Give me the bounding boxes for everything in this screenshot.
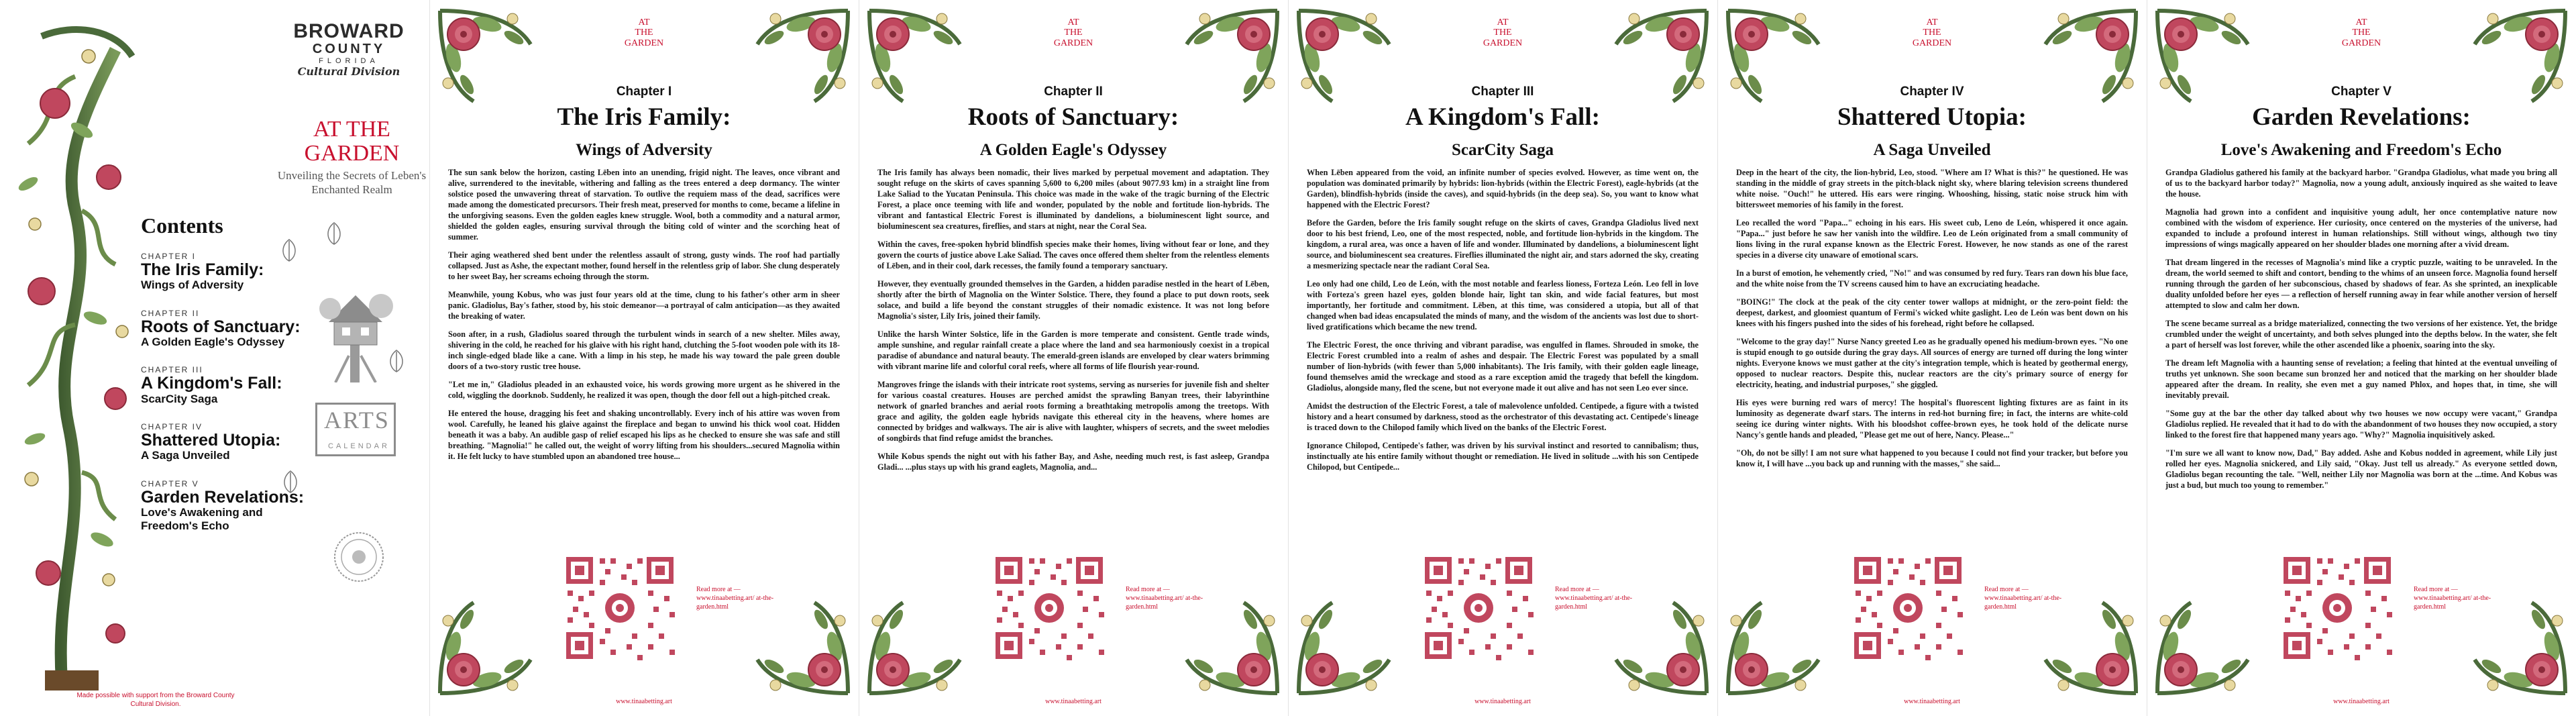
- cover-title-block: [276, 117, 427, 197]
- chapter-paragraph: Magnolia had grown into a confident and inquisitive young adult, her once contemplative nature now combined with the wisdom of experience. Her curiosity, once centered on the mysteries of the universe, had expanded to include a profound interest in human relationships. Still without wings, although two tiny impressions of wings magically appeared on her shoulder blades one morning after a vivid dream.: [2165, 207, 2557, 249]
- leaf-icon: [280, 238, 298, 262]
- broward-county-logo: [288, 21, 409, 78]
- chapter-paragraph: Mangroves fringe the islands with their intricate root systems, serving as nurseries for juvenile fish and shelter for various coastal creatures. Houses are perched amidst the sprawling Banyan trees, their labyrinthine network of gnarled branches and aerial roots forming a breathtaking metropolis among the treetops. With grace and agility, the golden eagle hybrids navigate this ethereal city in the heavens, where homes are connected by bridges and walkways. The air is alive with laughter, whispers of secrets, and the sweet melodies of songbirds that find refuge amidst the branches.: [877, 379, 1269, 443]
- toc-chapter-number: CHAPTER V: [141, 478, 199, 489]
- chapter-paragraph: "Let me in," Gladiolus pleaded in an exhausted voice, his words growing more urgent as he shivered in the cold, wiggling the doorknob. Suddenly, he realized it was open, though the door fell out a high-pitched creak.: [448, 379, 840, 400]
- at-the-garden-label: [2147, 17, 2576, 48]
- cover-title-line1: AT THE: [313, 117, 390, 142]
- at-the-garden-label-line: AT: [2355, 17, 2367, 28]
- chapter-paragraph: Deep in the heart of the city, the lion-hybrid, Leo, stood. "Where am I? What is this?" he questioned. He was standing in the middle of gray streets in the pitch-black night sky, where blaring television screens thundered white noise. "Ouch!" he uttered. His ears were ringing. Whooshing, hissing, static noise struck him with bittersweet memories of his family in the forest.: [1736, 168, 2128, 209]
- at-the-garden-label-line: THE: [1064, 28, 1083, 38]
- table-of-contents: [141, 252, 315, 550]
- chapter-number: Chapter IV: [1900, 85, 1964, 99]
- chapter-paragraph: The scene became surreal as a bridge materialized, connecting the two versions of her existence. Yet, the bridge crumbled under the weight of uncertainty, and both selves plunged into the depths below. In the water, she felt a part of herself was lost forever, while the other ascended like a phoenix, soaring into the sky.: [2165, 318, 2557, 350]
- chapter-body-text: [1307, 168, 1699, 550]
- seal-icon: [332, 530, 386, 584]
- chapter-subtitle: Love's Awakening and Freedom's Echo: [2220, 141, 2502, 159]
- rose-corner-ornament: [1613, 599, 1713, 700]
- rose-corner-ornament: [1183, 599, 1284, 700]
- chapter-paragraph: While Kobus spends the night out with his father Bay, and Ashe, needing much rest, is fast asleep, Grandpa Gladi... ...plus stays up with his grand eaglets, Magnolia, and...: [877, 451, 1269, 472]
- chapter-body-text: [2165, 168, 2557, 550]
- chapter-paragraph: Soon after, in a rush, Gladiolus soared through the turbulent winds in search of a new shelter. Miles away, shivering in the cold, he reached for his glaive with his right hand, clutching the 5-foot wooden pole with its 18-inch single-edged blade like a cane. With a limp in his step, he made his way toward the pale green double doors of a two-story rustic tree house.: [448, 329, 840, 371]
- rose-corner-ornament: [863, 599, 963, 700]
- chapter-paragraph: "Oh, do not be silly! I am not sure what happened to you because I could not find your tracker, but before you know it, I will have ...you back up and running with the masses," she said...: [1736, 448, 2128, 468]
- leaf-icon: [325, 221, 343, 246]
- chapter-paragraph: His eyes were burning red wars of mercy! The hospital's fluorescent lighting fixtures are as faint in its luminosity as degenerate dwarf stars. The interns in red-hot burning fire; in fact, the interns are white-cold seeing ice during winter nights. With his bloodshot coffee-brown eyes, he took hold of the delicate nurse Nancy's gentle hands and pleaded, "Please get me out of here, Nancy. Please...": [1736, 397, 2128, 440]
- support-note: Made possible with support from the Broward County Cultural Division.: [76, 692, 235, 708]
- cover-tagline: Unveiling the Secrets of Leben's Enchanted Realm: [277, 169, 427, 196]
- chapter-paragraph: "Some guy at the bar the other day talked about why two houses we now occupy were vacant," Grandpa Gladiolus replied. He revealed that it had to do with the abandonment of two houses they now occupied, a story linked to the forest fire that happened many years ago. "Why?" Magnolia inquisitively asked.: [2165, 408, 2557, 440]
- read-more-link[interactable]: Read more at — www.tinaabetting.art/ at-the-garden.html: [696, 586, 774, 611]
- chapter-paragraph: Leo recalled the word "Papa..." echoing in his ears. His sweet cub, Leno de León, whispered it once again. "Papa..." just before he saw her vanish into the wildfire. Leo de León originated from a small community of lions living in the rural expanse known as the Electric Forest. However, he now stands as one of the rarest species in a diverse city unaware of emotional scars.: [1736, 217, 2128, 260]
- toc-chapter-subtitle: ScarCity Saga: [141, 392, 218, 405]
- read-more-link[interactable]: Read more at — www.tinaabetting.art/ at-the-garden.html: [1126, 586, 1203, 611]
- chapter-paragraph: In a burst of emotion, he vehemently cried, "No!" and was consumed by red fury. Tears ran down his blue face, and the white noise from the TV screens caused him to have an excruciating headache.: [1736, 268, 2128, 289]
- chapter-subtitle: A Golden Eagle's Odyssey: [979, 141, 1167, 159]
- qr-code-icon[interactable]: [2281, 554, 2394, 662]
- rose-corner-ornament: [754, 599, 855, 700]
- at-the-garden-label: [1717, 17, 2147, 48]
- toc-item[interactable]: [141, 365, 315, 406]
- chapter-subtitle: ScarCity Saga: [1451, 141, 1554, 159]
- chapter-paragraph: When Lēben appeared from the void, an infinite number of species evolved. However, as time went on, the population was dominated primarily by hybrids: lion-hybrids (within the Electric Forest), eagle-hybrids (at the Garden), blindfish-hybrids (inside the caves), and squid-hybrids (in the deep sea). So, you want to know what happened with the Electric Forest?: [1307, 168, 1699, 209]
- chapter-paragraph: He entered the house, dragging his feet and shaking uncontrollably. Every inch of his attire was woven from wool. Carefully, he leaned his glaive against the fireplace and began to unwind his thick wool coat. Hidden beneath it was a baby. An audible gasp of relief escaped his lips as he checked to ensure she was safe and still breathing. "Magnolia!" he called out, the weight of worry lifting from his shoulders...secured Magnolia within it. He felt lucky to have stumbled upon an abandoned tree house...: [448, 408, 840, 461]
- chapter-paragraph: "Welcome to the gray day!" Nurse Nancy greeted Leo as he gradually opened his medium-brown eyes. "No one is stupid enough to go outside during the gray days. All sources of energy are turned off during the long winter nights. Everyone knows we must gather at the city's integration temple, which is heated by geothermal energy, opposed to nuclear reactors. Despite this, nuclear reactors are the city's primary source of energy for electricity, heating, and industrial purposes," she giggled.: [1736, 336, 2128, 389]
- at-the-garden-label-line: THE: [1923, 28, 1941, 38]
- at-the-garden-label: [1288, 17, 1717, 48]
- toc-chapter-subtitle: Love's Awakening and Freedom's Echo: [141, 505, 263, 533]
- at-the-garden-label-line: GARDEN: [1912, 38, 1952, 48]
- toc-chapter-number: CHAPTER III: [141, 365, 203, 375]
- rose-corner-ornament: [2151, 599, 2251, 700]
- qr-code-icon[interactable]: [1851, 554, 1964, 662]
- chapter-title: Garden Revelations:: [2252, 103, 2471, 131]
- arts-calendar-logo: [315, 403, 396, 456]
- chapter-paragraph: The Iris family has always been nomadic, their lives marked by perpetual movement and adaptation. They sought refuge on the skirts of caves spanning 5,600 to 6,200 miles (about 9077.93 km) in a straight line from Lake Saliad to the Yucatan Peninsula. This choice was made in the wake of the tragic burning of the Electric Forest, a place once teeming with life and wonder, populated by the noble and fortitude lion-hybrids. The vibrant and fantastical Electric Forest is illuminated by dandelions, a bioluminescent light source, and bioluminescent sea creatures, fireflies, and stars at night, near the Coral Sea.: [877, 168, 1269, 231]
- chapter-panel: [429, 0, 859, 716]
- chapter-paragraph: The dream left Magnolia with a haunting sense of revelation; a feeling that hinted at the eventual unveiling of truths yet unknown. She soon became sun bronzed her and noticed that the marking on her shoulder blade appeared after the dream. In reality, she even met a guy named Phlox, and hopes that, in time, she will inevitably prevail.: [2165, 358, 2557, 400]
- at-the-garden-label-line: AT: [638, 17, 650, 28]
- website-footer: www.tinaabetting.art: [1904, 698, 1960, 705]
- chapter-paragraph: The Electric Forest, the once thriving and vibrant paradise, was engulfed in flames. Shrouded in smoke, the Electric Forest crumbled into a realm of ashes and despair. The Electric Forest was populated by a small number of lion-hybrids (with fewer than 5,000 inhabitants). The Iris family, with their golden eagle lineage, found themselves amid the wreckage and stood as a rare exception amid the tragedy that befell the kingdom. Gladiolus, alongside many, fled the scene, but not everyone made it out alive and has not seen Leo ever since.: [1307, 340, 1699, 393]
- panel-divider: [1717, 0, 1718, 716]
- chapter-panel: [859, 0, 1288, 716]
- panel-divider: [429, 0, 430, 716]
- calendar-word: CALENDAR: [328, 442, 390, 450]
- qr-code-icon[interactable]: [993, 554, 1106, 662]
- chapter-title: The Iris Family:: [557, 103, 731, 131]
- read-more-link[interactable]: Read more at — www.tinaabetting.art/ at-the-garden.html: [1555, 586, 1633, 611]
- vine-border-illustration: [15, 9, 136, 701]
- toc-chapter-title: Roots of Sanctuary:: [141, 317, 301, 336]
- toc-chapter-title: The Iris Family:: [141, 260, 264, 279]
- qr-code-icon[interactable]: [1422, 554, 1535, 662]
- website-footer: www.tinaabetting.art: [616, 698, 672, 705]
- arts-word: ARTS: [324, 407, 390, 433]
- toc-chapter-subtitle: A Saga Unveiled: [141, 449, 230, 462]
- at-the-garden-label-line: AT: [1926, 17, 1938, 28]
- rose-corner-ornament: [2042, 599, 2143, 700]
- read-more-link[interactable]: Read more at — www.tinaabetting.art/ at-the-garden.html: [1984, 586, 2062, 611]
- at-the-garden-label-line: GARDEN: [1483, 38, 1523, 48]
- at-the-garden-label-line: GARDEN: [1053, 38, 1093, 48]
- contents-heading: Contents: [141, 213, 223, 238]
- rose-corner-ornament: [2471, 599, 2572, 700]
- logo-line3: FLORIDA: [319, 57, 379, 65]
- at-the-garden-label: [429, 17, 859, 48]
- toc-chapter-subtitle: A Golden Eagle's Odyssey: [141, 335, 285, 348]
- chapter-paragraph: "I'm sure we all want to know now, Dad," Bay added. Ashe and Kobus nodded in agreement, while Lily just rolled her eyes. Magnolia snickered, and Lily said, "Okay. Just tell us already." As everyone settled down, Gladiolus began recounting the tale. "Well, neither Lily nor Magnolia was born at the ...time. And Kobus was just a bud, but much too young to remember.": [2165, 448, 2557, 490]
- logo-line2: COUNTY: [312, 42, 386, 56]
- chapter-subtitle: Wings of Adversity: [576, 141, 712, 159]
- at-the-garden-label: [859, 17, 1288, 48]
- chapter-title: A Kingdom's Fall:: [1405, 103, 1600, 131]
- chapter-paragraph: "BOING!" The clock at the peak of the city center tower wallops at midnight, or the zero-point field: the deepest, darkest, and gloomiest quantum of Fermi's wicked white gaslight. Leo de León was bent down on his knees with his fingers pushed into the sides of his forehead, right before he collapsed.: [1736, 297, 2128, 328]
- chapter-number: Chapter II: [1044, 85, 1103, 99]
- chapter-paragraph: However, they eventually grounded themselves in the Garden, a hidden paradise nestled in the heart of Lēben, shortly after the birth of Magnolia on the Winter Solstice. There, they found a place to put down roots, seek solace, and build a life beyond the constant struggles of their nomadic existence. It was not long before Magnolia's sister, Lily Iris, joined their family.: [877, 278, 1269, 321]
- logo-line4: Cultural Division: [297, 65, 400, 78]
- chapter-paragraph: Their aging weathered shed bent under the relentless assault of strong, gusty winds. The roof had partially collapsed. Just as Ashe, the expectant mother, found herself in the relentless grip of labor. She clung desperately to her sweet Bay, her screams echoing through the storm.: [448, 250, 840, 281]
- at-the-garden-label-line: THE: [2352, 28, 2371, 38]
- website-footer: www.tinaabetting.art: [1474, 698, 1531, 705]
- leaf-icon: [282, 470, 299, 494]
- chapter-title: Shattered Utopia:: [1837, 103, 2027, 131]
- chapter-title: Roots of Sanctuary:: [967, 103, 1179, 131]
- toc-chapter-number: CHAPTER II: [141, 308, 200, 318]
- rose-corner-ornament: [433, 599, 534, 700]
- at-the-garden-label-line: AT: [1067, 17, 1079, 28]
- toc-item[interactable]: [141, 309, 315, 350]
- cover-title-line2: GARDEN: [304, 140, 400, 166]
- chapter-paragraph: Unlike the harsh Winter Solstice, life in the Garden is more temperate and consistent. Gentle trade winds, ample sunshine, and regular rainfall create a place where the land and sea harmoniously coexist in a tropical paradise of abundance and natural beauty. The emerald-green islands are enveloped by clear waters brimming with vibrant marine life and colorful coral reefs, where all forms of life flourish year-round.: [877, 329, 1269, 371]
- read-more-link[interactable]: Read more at — www.tinaabetting.art/ at-the-garden.html: [2414, 586, 2491, 611]
- chapter-panel: [1288, 0, 1717, 716]
- cover-panel: [0, 0, 429, 716]
- at-the-garden-label-line: THE: [1493, 28, 1512, 38]
- at-the-garden-label-line: THE: [635, 28, 653, 38]
- chapter-paragraph: That dream lingered in the recesses of Magnolia's mind like a cryptic puzzle, waiting to be unraveled. In the dream, the world seemed to shift and contort, bending to the whims of an unseen force. Magnolia found herself running through the garden of her subconscious, chased by shadows of fear. As she sprinted, an inexplicable duality unfolded before her eyes — a reflection of herself running away in fear while another version of herself attempted to slow and calm her down.: [2165, 257, 2557, 310]
- toc-chapter-subtitle: Wings of Adversity: [141, 278, 244, 292]
- toc-chapter-title: Shattered Utopia:: [141, 430, 281, 450]
- treehouse-icon: [315, 282, 396, 382]
- chapter-body-text: [1736, 168, 2128, 550]
- logo-line1: BROWARD: [293, 20, 405, 42]
- toc-chapter-title: Garden Revelations:: [141, 487, 305, 507]
- chapter-paragraph: Within the caves, free-spoken hybrid blindfish species make their homes, living without fear or lone, and they govern the courts of justice above Lake Saliad. The caves once offered them shelter from the relentless elements of Lēben, and in their cool, dark recesses, the family found a temporary sanctuary.: [877, 239, 1269, 270]
- chapter-panel: [1717, 0, 2147, 716]
- chapter-number: Chapter I: [616, 85, 672, 99]
- chapter-panel: [2147, 0, 2576, 716]
- chapter-paragraph: The sun sank below the horizon, casting Lēben into an unending, frigid night. The leaves, once vibrant and alive, surrendered to the inevitable, withering and falling as the trees entered a deep dormancy. The winter solstice posed the unwavering threat of starvation. To outlive the requiem mass of the dead, sacrifices were made among the domesticated precursors. Their fresh meat, preserved for months to come, became a lifeline in the unforgiving seasons. Even the golden eagles knew struggle. Wool, both a commodity and a natural armor, shielded the golden eagles, ensuring survival through the biting cold of winter and the scorching heat of summer.: [448, 168, 840, 242]
- chapter-paragraph: Grandpa Gladiolus gathered his family at the backyard harbor. "Grandpa Gladiolus, what made you bring all of us to the backyard harbor today?" Magnolia, now a young adult, anxiously inquired as she waited to leave the house.: [2165, 168, 2557, 199]
- chapter-paragraph: Amidst the destruction of the Electric Forest, a tale of malevolence unfolded. Centipede, a figure with a twisted history and a heart consumed by darkness, stood as the orchestrator of this devastating act. Centipede's lineage is traced down to the Chilopod family which lived on the banks of the Electric Forest.: [1307, 401, 1699, 432]
- chapter-number: Chapter III: [1471, 85, 1534, 99]
- website-footer: www.tinaabetting.art: [1045, 698, 1102, 705]
- chapter-subtitle: A Saga Unveiled: [1873, 141, 1991, 159]
- at-the-garden-label-line: GARDEN: [2341, 38, 2381, 48]
- chapter-paragraph: Leo only had one child, Leo de León, with the most notable and fearless lioness, Forteza León. Leo fell in love with Forteza's green hazel eyes, golden blonde hair, light tan skin, and wide facial features, but most importantly, her fortitude and commitment. Lēben, at this time, was considered a utopia, but all of that changed when bad ideas encapsulated the minds of many, and the wisdom of the ancients was lost due to short-lived gratifications which became the new trend.: [1307, 278, 1699, 331]
- chapter-paragraph: Meanwhile, young Kobus, who was just four years old at the time, clung to his father's other arm in sheer panic. Gladiolus, Bay's father, stood by, his stoic demeanor—a portrayal of calm anticipation—as they awaited the breaking of water.: [448, 289, 840, 321]
- chapter-paragraph: Ignorance Chilopod, Centipede's father, was driven by his survival instinct and resorted to cannibalism; thus, instinctually ate his entire family without thought or remediation. He lived in solitude ...with his son Centipede Chilopod, but Centipede...: [1307, 440, 1699, 472]
- panel-divider: [1288, 0, 1289, 716]
- toc-chapter-title: A Kingdom's Fall:: [141, 374, 282, 393]
- chapter-paragraph: Before the Garden, before the Iris family sought refuge on the skirts of caves, Grandpa Gladiolus lived next door to his best friend, Leo, one of the most respected, noble, and fortitude lion-hybrids in the kingdom. The kingdom, a rural area, was once a haven of life and wonder. Illuminated by dandelions, a bioluminescent light source, and bioluminescent sea creatures. Fireflies illuminated the night air, and stars adorned the sky, creating a mesmerizing spectacle near the radiant Coral Sea.: [1307, 217, 1699, 270]
- website-footer: www.tinaabetting.art: [2333, 698, 2390, 705]
- toc-chapter-number: CHAPTER IV: [141, 421, 203, 431]
- qr-code-icon[interactable]: [564, 554, 676, 662]
- at-the-garden-label-line: GARDEN: [624, 38, 664, 48]
- at-the-garden-label-line: AT: [1497, 17, 1509, 28]
- rose-corner-ornament: [1721, 599, 1822, 700]
- chapter-number: Chapter V: [2331, 85, 2392, 99]
- rose-corner-ornament: [1292, 599, 1393, 700]
- toc-item[interactable]: [141, 422, 315, 463]
- toc-chapter-number: CHAPTER I: [141, 252, 197, 261]
- chapter-body-text: [448, 168, 840, 550]
- chapter-body-text: [877, 168, 1269, 550]
